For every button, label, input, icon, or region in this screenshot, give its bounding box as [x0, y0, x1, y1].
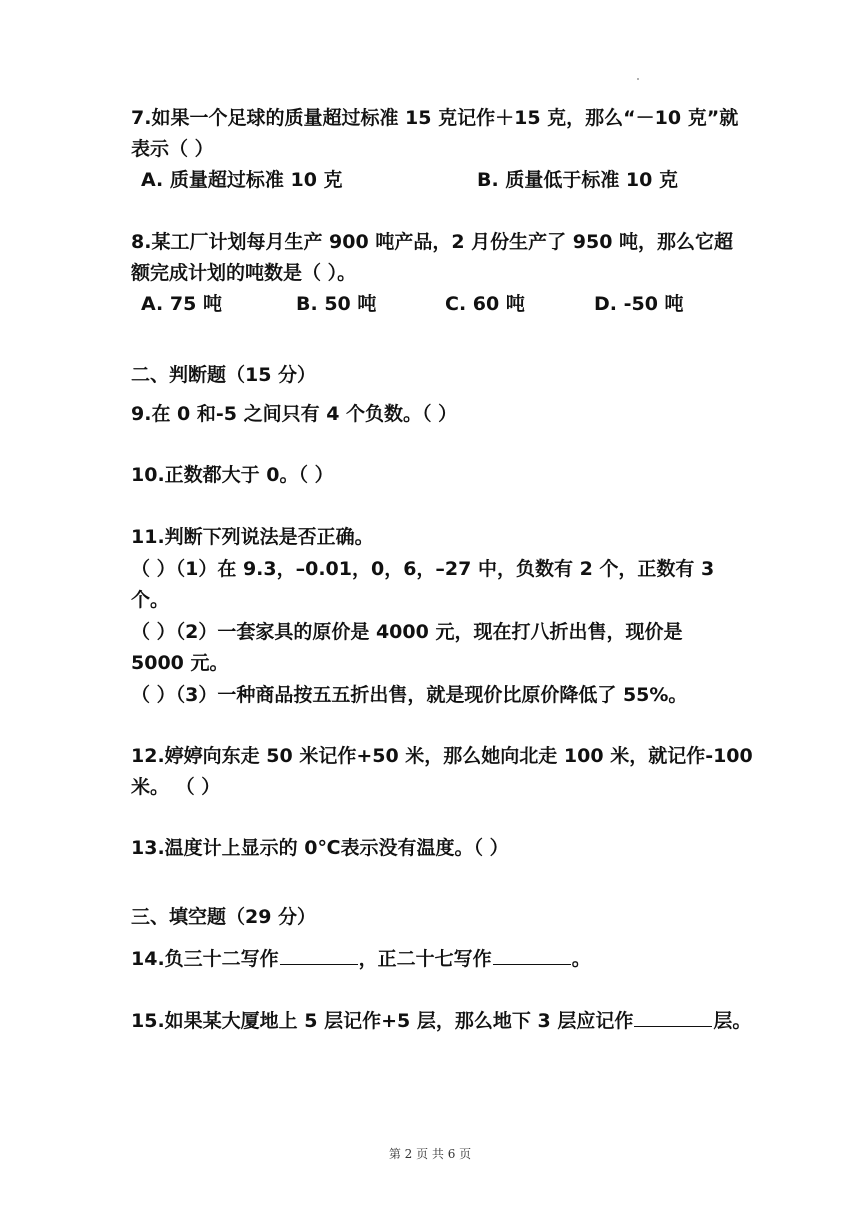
q15-text-part1: 15.如果某大厦地上 5 层记作+5 层，那么地下 3 层应记作 [131, 1010, 634, 1032]
q14-blank-2[interactable] [493, 944, 571, 965]
q8-option-b: B. 50 吨 [296, 293, 377, 315]
q10: 10.正数都大于 0。（ ） [131, 464, 334, 486]
q11-item1-line2: 个。 [131, 589, 170, 611]
q15-blank[interactable] [634, 1006, 712, 1027]
section-heading-judgement: 二、判断题（15 分） [131, 364, 317, 386]
q8-option-d: D. -50 吨 [594, 293, 684, 315]
q11-item2-line1: （ ）（2）一套家具的原价是 4000 元，现在打八折出售，现价是 [131, 621, 683, 643]
section-heading-fill-blank: 三、填空题（29 分） [131, 906, 317, 928]
q11-item3: （ ）（3）一种商品按五五折出售，就是现价比原价降低了 55%。 [131, 684, 688, 706]
q9: 9.在 0 和-5 之间只有 4 个负数。（ ） [131, 403, 458, 425]
q7-stem-line1: 7.如果一个足球的质量超过标准 15 克记作＋15 克，那么“－10 克”就 [131, 107, 739, 129]
q12-line2: 米。 （ ） [131, 776, 221, 798]
q14-text-part3: 。 [571, 948, 591, 970]
q8-stem-line1: 8.某工厂计划每月生产 900 吨产品，2 月份生产了 950 吨，那么它超 [131, 231, 734, 253]
q8-option-a: A. 75 吨 [141, 293, 222, 315]
q14-blank-1[interactable] [280, 944, 358, 965]
speck [637, 78, 639, 80]
q7-option-a: A. 质量超过标准 10 克 [141, 169, 343, 191]
q8-stem-line2: 额完成计划的吨数是（ ）。 [131, 262, 357, 284]
q12-line1: 12.婷婷向东走 50 米记作+50 米，那么她向北走 100 米，就记作-100 [131, 745, 753, 767]
page-footer: 第 2 页 共 6 页 [388, 1147, 472, 1161]
q7-option-b: B. 质量低于标准 10 克 [477, 169, 678, 191]
q14-text-part2: ，正二十七写作 [358, 948, 492, 970]
q11-item2-line2: 5000 元。 [131, 652, 229, 674]
q8-option-c: C. 60 吨 [445, 293, 525, 315]
q14-text-part1: 14.负三十二写作 [131, 948, 279, 970]
q11-stem: 11.判断下列说法是否正确。 [131, 526, 374, 548]
q7-stem-line2: 表示（ ） [131, 138, 214, 160]
q13: 13.温度计上显示的 0℃表示没有温度。（ ） [131, 837, 509, 859]
q15-text-part2: 层。 [713, 1010, 752, 1032]
q14 [131, 944, 591, 972]
q15 [131, 1006, 751, 1034]
q11-item1-line1: （ ）（1）在 9.3，–0.01，0，6，–27 中，负数有 2 个，正数有 3 [131, 558, 715, 580]
